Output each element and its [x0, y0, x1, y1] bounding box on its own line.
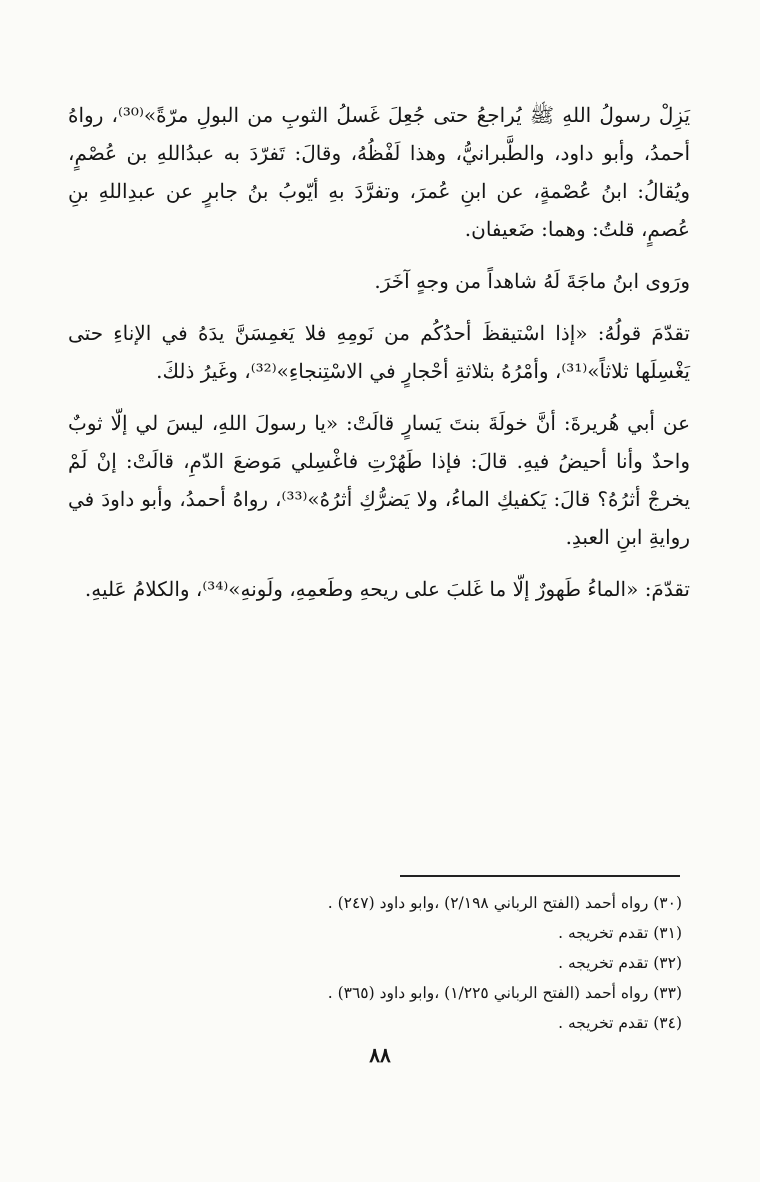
paragraph-2: ورَوى ابنُ ماجَةَ لَهُ شاهداً من وجهٍ آخَرَ. [374, 269, 690, 293]
footnote-34: (٣٤) تقدم تخريجه . [558, 1014, 682, 1032]
page-number: ٨٨ [369, 1043, 391, 1067]
paragraph-5: تقدّمَ: «الماءُ طَهورٌ إلّا ما غَلبَ على ريحهِ وطَعمِهِ، ولَونهِ»⁽³⁴⁾، والكلامُ عَليهِ. [84, 577, 690, 601]
footnote-31: (٣١) تقدم تخريجه . [558, 924, 682, 942]
footnote-divider [400, 875, 680, 877]
paragraph-3: تقدّمَ قولُهُ: «إذا اسْتيقظَ أحدُكُم من نَومِهِ فلا يَغمِسَنَّ يدَهُ في الإناءِ حتى يَغْسِلَها ثلاثاً»⁽³¹⁾، وأمْرُهُ بثلاثةِ أحْجارٍ في الاسْتِنجاءِ»⁽³²⁾، وغَيرُ ذلكَ. [68, 321, 690, 383]
paragraph-1: يَزِلْ رسولُ اللهِ ﷺ يُراجعُ حتى جُعِلَ غَسلُ الثوبِ من البولِ مرّةً»⁽³⁰⁾، رواهُ أحمدُ، وأبو داود، والطَّبرانيُّ، وهذا لَفْظُهُ، وقالَ: تَفرّدَ به عبدُاللهِ بن عُصْمٍ، ويُقالُ: ابنُ عُصْمةٍ، عن ابنِ عُمرَ، وتفرَّدَ بهِ أيّوبُ بنُ جابرٍ عن عبدِاللهِ بنِ عُصمٍ، قلتُ: وهما: ضَعيفان. [68, 103, 691, 241]
footnote-32: (٣٢) تقدم تخريجه . [558, 954, 682, 972]
main-text-block [68, 96, 690, 608]
footnote-30: (٣٠) رواه أحمد (الفتح الرباني ٢/١٩٨) ،وابو داود (٢٤٧) . [327, 894, 682, 912]
paragraph-4: عن أبي هُريرةَ: أنَّ خولَةَ بنتَ يَسارٍ قالَتْ: «يا رسولَ اللهِ، ليسَ لي إلّا ثوبٌ واحدٌ وأنا أحيضُ فيهِ. قالَ: فإذا طَهُرْتِ فاغْسِلي مَوضعَ الدّمِ، قالَتْ: إنْ لَمْ يخرجْ أثرُهُ؟ قالَ: يَكفيكِ الماءُ، ولا يَضرُّكِ أثرُهُ»⁽³³⁾، رواهُ أحمدُ، وأبو داودَ في روايةِ ابنِ العبدِ. [68, 411, 691, 549]
footnotes-block [120, 888, 682, 1038]
footnote-33: (٣٣) رواه أحمد (الفتح الرباني ١/٢٢٥) ،وابو داود (٣٦٥) . [327, 984, 682, 1002]
